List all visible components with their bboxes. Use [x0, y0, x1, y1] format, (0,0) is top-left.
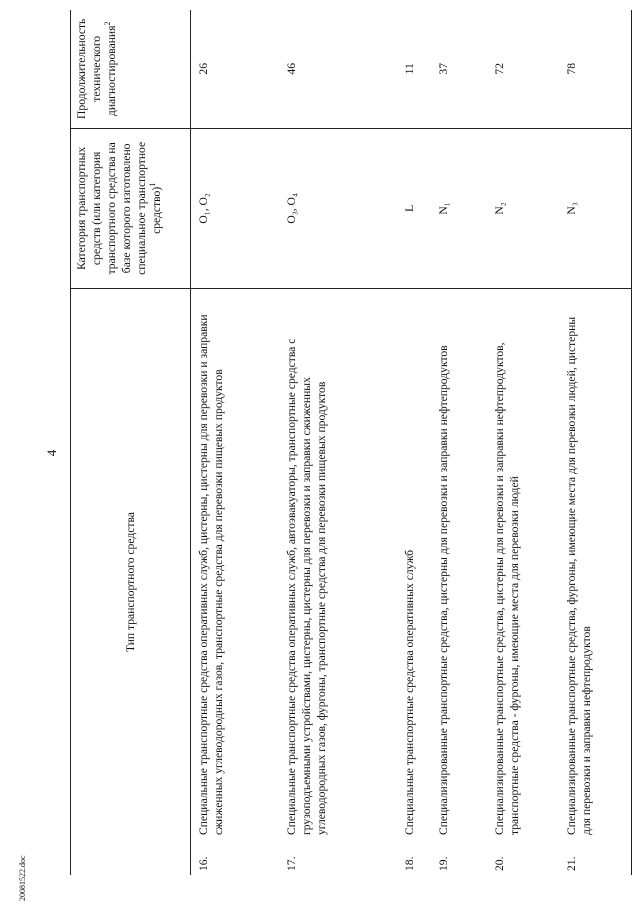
table-row — [279, 10, 397, 875]
row-type-cell — [397, 289, 431, 875]
row-type-cell — [279, 289, 397, 875]
row-type-cell — [191, 289, 280, 875]
row-category: N₃ — [559, 128, 632, 289]
header-duration: Продолжительность технического диагностирования$^2$ — [71, 10, 191, 128]
row-type-cell — [559, 289, 632, 875]
row-type: Специализированные транспортные средства, фургоны, имеющие места для перевозки людей, цистерны для перевозки и заправки нефтепродуктов — [565, 316, 593, 835]
row-category: N₁ — [431, 128, 487, 289]
table-header-row — [71, 10, 191, 875]
table-row — [559, 10, 632, 875]
row-duration: 72 — [487, 10, 559, 128]
row-category: L — [397, 128, 431, 289]
header-category-footnote: 1 — [148, 182, 158, 187]
table-row — [487, 10, 559, 875]
row-duration: 37 — [431, 10, 487, 128]
row-category: N₂ — [487, 128, 559, 289]
table-row — [191, 10, 280, 875]
row-number: 17. — [285, 856, 298, 871]
header-duration-footnote: 2 — [103, 21, 113, 26]
table-row — [397, 10, 431, 875]
row-duration: 78 — [559, 10, 632, 128]
vehicle-table — [70, 10, 632, 875]
row-duration: 26 — [191, 10, 280, 128]
row-type: Специализированные транспортные средства, цистерны для перевозки и заправки нефтепродуктов — [437, 345, 450, 835]
row-number: 19. — [437, 856, 450, 871]
file-name: 20081522.doc — [18, 855, 27, 901]
header-type: Тип транспортного средства — [71, 289, 191, 875]
row-type-cell — [487, 289, 559, 875]
row-type: Специальные транспортные средства оперативных служб — [403, 549, 416, 835]
row-type: Специализированные транспортные средства, цистерны для перевозки и заправки нефтепродуктов, транспортные средства - фургоны, имеющие места для перевозки людей — [493, 342, 521, 835]
row-number: 16. — [197, 856, 210, 871]
row-type: Специальные транспортные средства оперативных служб, автоэвакуаторы, транспортные средства с грузоподъемными устройствами, цистерны, цистерны для перевозки и заправки сжиженных углеводородных газов, фургоны, транспортные средства для перевозки пищевых продуктов — [285, 338, 328, 835]
row-category: O₃, O₄ — [279, 128, 397, 289]
row-duration: 46 — [279, 10, 397, 128]
page-number: 4 — [44, 449, 59, 457]
row-number: 20. — [493, 856, 506, 871]
row-type-cell — [431, 289, 487, 875]
header-category: Категория транспортных средств (или категория транспортного средства на базе которого изготовлено специальное транспортное средство)$^1$ — [71, 128, 191, 289]
table-row — [431, 10, 487, 875]
row-number: 18. — [403, 856, 416, 871]
row-number: 21. — [565, 856, 578, 871]
row-duration: 11 — [397, 10, 431, 128]
row-type: Специальные транспортные средства оперативных служб, цистерны, цистерны для перевозки и заправки сжиженных углеводородных газов, транспортные средства для перевозки пищевых продуктов — [197, 314, 225, 835]
row-category: O₁, O₂ — [191, 128, 280, 289]
